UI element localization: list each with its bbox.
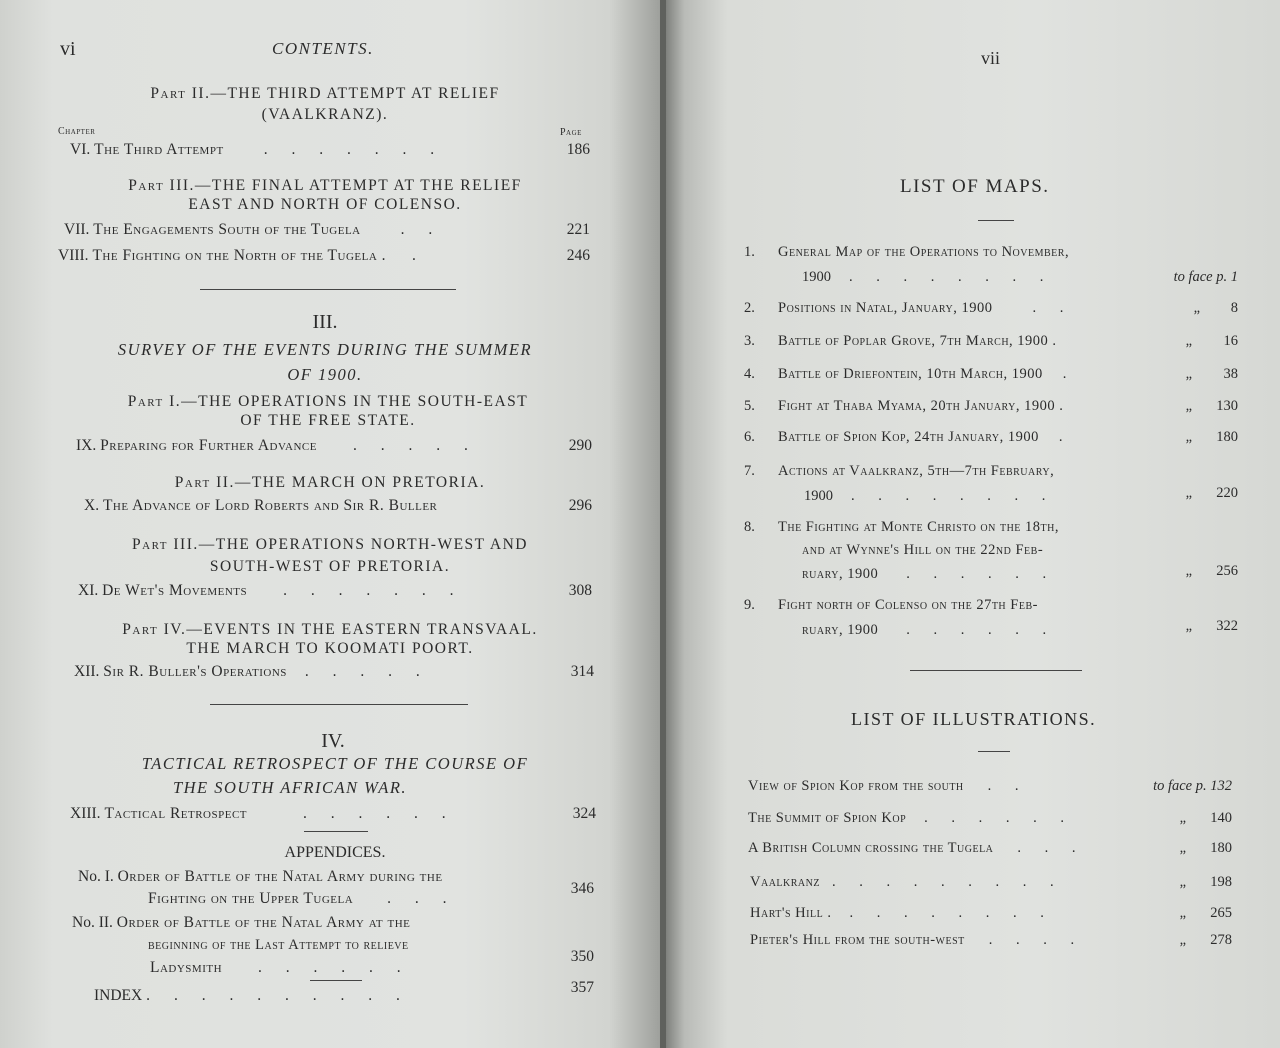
appendix-entry: No. II. Order of Battle of the Natal Army at the beginning of the Last Attempt to relieve Ladysmith . . . . . . 350 — [72, 914, 594, 976]
part-heading: Part IV.—EVENTS IN THE EASTERN TRANSVAAL. — [122, 621, 538, 638]
index-entry: INDEX . . . . . . . . . . 357 — [94, 979, 594, 1004]
running-head: CONTENTS. — [272, 39, 374, 58]
section-title: SURVEY OF THE EVENTS DURING THE SUMMER — [117, 340, 533, 359]
map-entry: 9. Fight north of Colenso on the 27th Feb- ruary, 1900 . . . . . . „ 322 — [744, 597, 1238, 638]
page-number: vi — [60, 38, 76, 60]
part-heading: Part I.—THE OPERATIONS IN THE SOUTH-EAST — [127, 393, 529, 410]
map-entry: 5. Fight at Thaba Myama, 20th January, 1900 . „ 130 — [744, 398, 1238, 414]
chapter-column-label: Chapter — [58, 126, 96, 137]
illustration-entry: Pieter's Hill from the south-west . . . . „ 278 — [750, 932, 1232, 948]
appendices-heading: APPENDICES. — [284, 844, 386, 861]
index-divider — [310, 980, 362, 981]
heading-rule — [978, 751, 1010, 752]
appendix-entry: No. I. Order of Battle of the Natal Army during the Fighting on the Upper Tugela . . . 346 — [78, 868, 594, 907]
illustration-entry: View of Spion Kop from the south . . to face p. 132 — [748, 778, 1232, 794]
section-divider — [210, 704, 468, 705]
map-entry: 7. Actions at Vaalkranz, 5th—7th February, 1900 . . . . . . . . „ 220 — [744, 463, 1238, 504]
page-column-label: Page — [560, 127, 582, 138]
map-entry: 4. Battle of Driefontein, 10th March, 1900 . „ 38 — [744, 366, 1238, 382]
toc-entry: XIII. Tactical Retrospect . . . . . . 324 — [70, 805, 596, 822]
section-numeral: III. — [312, 311, 338, 333]
part-heading: (VAALKRANZ). — [261, 106, 389, 123]
map-entry: 8. The Fighting at Monte Christo on the 18th, and at Wynne's Hill on the 22nd Feb- ruary, 1900 . . . . . . „ 256 — [744, 519, 1238, 582]
part-heading: Part II.—THE MARCH ON PRETORIA. — [174, 474, 486, 491]
part-heading: OF THE FREE STATE. — [240, 412, 416, 429]
toc-entry: VIII. The Fighting on the North of the Tugela . . 246 — [58, 247, 590, 264]
illustration-entry: The Summit of Spion Kop . . . . . . „ 140 — [748, 810, 1232, 826]
appendix-divider — [304, 831, 368, 832]
section-title: THE SOUTH AFRICAN WAR. — [172, 778, 408, 797]
part-heading: Part II.—THE THIRD ATTEMPT AT RELIEF — [150, 85, 500, 102]
part-heading: EAST AND NORTH OF COLENSO. — [188, 196, 462, 213]
map-entry: 6. Battle of Spion Kop, 24th January, 1900 . „ 180 — [744, 429, 1238, 445]
heading-rule — [978, 220, 1014, 221]
toc-entry: XII. Sir R. Buller's Operations . . . . . 314 — [74, 663, 594, 680]
map-entry: 3. Battle of Poplar Grove, 7th March, 1900 . „ 16 — [744, 333, 1238, 349]
section-title: OF 1900. — [287, 365, 363, 384]
section-numeral: IV. — [321, 730, 345, 752]
toc-entry: VII. The Engagements South of the Tugela . . 221 — [64, 221, 590, 238]
part-heading: SOUTH-WEST OF PRETORIA. — [209, 558, 451, 575]
section-divider — [910, 670, 1082, 671]
part-heading: Part III.—THE OPERATIONS NORTH-WEST AND — [132, 536, 528, 553]
maps-heading: LIST OF MAPS. — [900, 176, 1050, 197]
toc-entry: VI. The Third Attempt . . . . . . . 186 — [70, 141, 590, 158]
section-title: TACTICAL RETROSPECT OF THE COURSE OF — [141, 754, 529, 773]
part-heading: THE MARCH TO KOOMATI POORT. — [186, 640, 474, 657]
section-divider — [200, 289, 456, 290]
map-entry: 1. General Map of the Operations to November, 1900 . . . . . . . . to face p. 1 — [744, 244, 1238, 285]
toc-entry: IX. Preparing for Further Advance . . . . . 290 — [76, 437, 592, 454]
illustrations-heading: LIST OF ILLUSTRATIONS. — [851, 709, 1097, 729]
part-heading: Part III.—THE FINAL ATTEMPT AT THE RELIEF — [128, 177, 522, 194]
illustration-entry: Vaalkranz . . . . . . . . . „ 198 — [750, 874, 1232, 890]
map-entry: 2. Positions in Natal, January, 1900 . . „ 8 — [744, 300, 1238, 316]
page-number: vii — [981, 48, 1001, 68]
toc-entry: X. The Advance of Lord Roberts and Sir R. Buller 296 — [84, 497, 592, 514]
illustration-entry: Hart's Hill . . . . . . . . . „ 265 — [750, 905, 1232, 921]
illustration-entry: A British Column crossing the Tugela . . . „ 180 — [748, 840, 1232, 856]
toc-entry: XI. De Wet's Movements . . . . . . . 308 — [78, 582, 592, 599]
